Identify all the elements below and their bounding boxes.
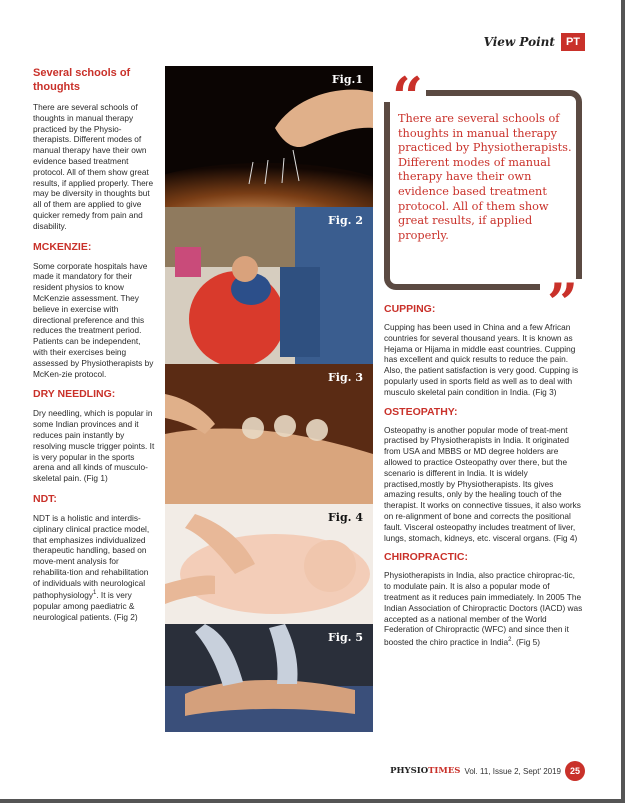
figure-1-label: Fig.1 xyxy=(331,73,363,86)
page-edge-right xyxy=(621,0,625,803)
magazine-brand: PHYSIOTIMES xyxy=(390,766,461,776)
right-column xyxy=(384,303,584,656)
quote-text: There are several schools of thoughts in manual therapy practiced by Physiotherapists. Different modes of manual therapy have their own evidence based treatment protocol. All of them show great results, if applied properly. xyxy=(398,112,572,242)
figure-5-label: Fig. 5 xyxy=(328,631,363,644)
heading-chiropractic: CHIROPRACTIC: xyxy=(384,551,468,564)
para-schools: There are several schools of thoughts in manual therapy practiced by the Physio-therapists. Different modes of manual therapy have their own evidence based treatment protocol. All of them show great results, if applied properly. There may be diversity in thoughts but all of them are applied to give quicker remedy from pain and disability. xyxy=(33,102,154,231)
figure-3-cupping xyxy=(165,364,373,504)
left-column xyxy=(33,66,155,632)
figure-2-ndt xyxy=(165,207,373,364)
page-number: 25 xyxy=(565,761,585,781)
heading-mckenzie: MCKENZIE: xyxy=(33,240,92,253)
figure-2-label: Fig. 2 xyxy=(328,214,363,227)
issue-info: Vol. 11, Issue 2, Sept' 2019 xyxy=(464,766,561,776)
figure-3-label: Fig. 3 xyxy=(328,371,363,384)
heading-ndt: NDT: xyxy=(33,492,57,505)
page-edge-bottom xyxy=(0,799,625,803)
section-name: View Point xyxy=(483,35,555,49)
close-quote-icon: ” xyxy=(546,271,578,335)
para-ndt: NDT is a holistic and interdis-ciplinary clinical practice model, that emphasizes individualized therapeutic handling, based on move-ment analysis for rehabilita-tion and rehabilitation of individuals with neurological pathophysiology$^1$. It is very popular among paediatric & neurological patients. (Fig 2) xyxy=(33,512,150,622)
para-cupping: Cupping has been used in China and a few African countries for several thousand years. It is known as Hejama or Hijama in middle east countries. Cupping has excellent and quick results to reduce the pain. Also, the patient satisfaction is very good. Cupping is popularly used in sports field as well as to deal with musculo skeletal pain condition in India. (Fig 3) xyxy=(384,322,579,397)
pt-badge: PT xyxy=(561,33,585,51)
page-footer xyxy=(390,761,585,781)
para-osteopathy: Osteopathy is another popular mode of treat-ment practised by Physiotherapists in India. It originated from USA and MBBS or MD degree holders are allowed to practice Osteopathy over there, but the scenario is different in India. It is widely practised,mostly by Physiotherapists. Its gives amazing results, only by the healing touch of the therapist. It works on connective tissues, it also works on re-alignment of bone and corrects the positional fault. Visceral osteopathy includes treatment of liver, lungs, stomach, kidneys, etc. visceral organs. (Fig 4) xyxy=(384,424,581,543)
heading-schools: Several schools of thoughts xyxy=(33,67,131,93)
figure-4-osteopathy xyxy=(165,504,373,624)
para-mckenzie: Some corporate hospitals have made it mandatory for their resident physios to know McKenzie assessment. They believe in exercise with directional preference and this reduces the treatment period. Patients can be independent, with their exercises being assessed by Physiotherapists by McKen-zie protocol. xyxy=(33,260,154,379)
figure-1-dry-needling xyxy=(165,66,373,207)
figure-4-label: Fig. 4 xyxy=(328,511,363,524)
page-header xyxy=(484,33,585,51)
open-quote-icon: “ xyxy=(392,65,424,129)
para-chiropractic: Physiotherapists in India, also practice chiroprac-tic, to modulate pain. It is also a popular mode of treatment as it reduces pain immediately. In 2005 The Indian Association of Chiropractic Doctors (IACD) was accepted as a national member of the World Federation of Chiropractic (WFC) and since then it boosted the chiro practice in India$^2$. (Fig 5) xyxy=(384,570,583,647)
para-dry-needling: Dry needling, which is popular in some Indian provinces and it reduces pain instantly by resolving muscle trigger points. It is very popular in the sports arena and all kinds of musculo-skeletal pain. (Fig 1) xyxy=(33,408,155,484)
heading-osteopathy: OSTEOPATHY: xyxy=(384,405,458,418)
figure-5-chiropractic xyxy=(165,624,373,732)
heading-dry-needling: DRY NEEDLING: xyxy=(33,388,116,401)
heading-cupping: CUPPING: xyxy=(384,303,436,315)
